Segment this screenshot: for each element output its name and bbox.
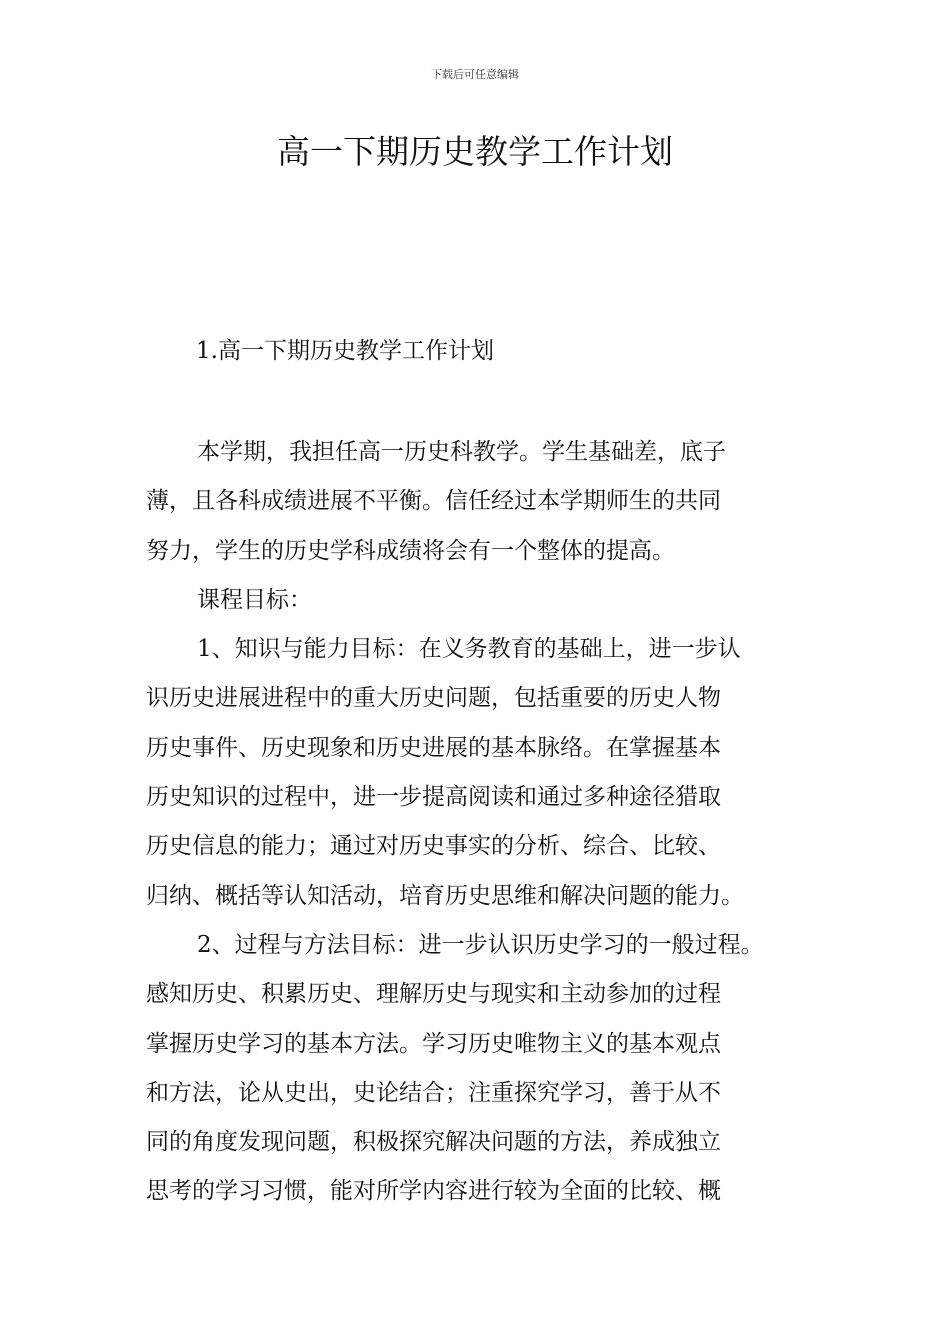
text-line: 思考的学习习惯，能对所学内容进行较为全面的比较、概 [146, 1178, 721, 1205]
document-title: 高一下期历史教学工作计划 [277, 132, 673, 171]
text-line: 掌握历史学习的基本方法。学习历史唯物主义的基本观点 [146, 1030, 721, 1057]
document-body [146, 428, 821, 1217]
text-line: 归纳、概括等认知活动，培育历史思维和解决问题的能力。 [146, 882, 744, 909]
text-line: 识历史进展进程中的重大历史问题，包括重要的历史人物 [146, 685, 721, 712]
text-line: 感知历史、积累历史、理解历史与现实和主动参加的过程 [146, 981, 721, 1008]
text-line: 同的角度发现问题，积极探究解决问题的方法，养成独立 [146, 1129, 721, 1156]
text-line: 历史事件、历史现象和历史进展的基本脉络。在掌握基本 [146, 734, 721, 761]
paragraph-goal-2 [146, 921, 821, 1217]
text-line: 历史知识的过程中，进一步提高阅读和通过多种途径猎取 [146, 784, 721, 811]
text-line: 薄，且各科成绩进展不平衡。信任经过本学期师生的共同 [146, 488, 721, 515]
text-line: 和方法，论从史出，史论结合；注重探究学习，善于从不 [146, 1079, 721, 1106]
text-line: 2、过程与方法目标：进一步认识历史学习的一般过程。 [197, 931, 764, 958]
section-heading: 1.高一下期历史教学工作计划 [196, 338, 494, 364]
text-line: 努力，学生的历史学科成绩将会有一个整体的提高。 [146, 537, 675, 564]
header-note: 下载后可任意编辑 [431, 68, 519, 81]
paragraph-course-goals-label [146, 576, 821, 625]
text-line: 1、知识与能力目标：在义务教育的基础上，进一步认 [197, 636, 741, 663]
text-line: 课程目标： [197, 586, 312, 613]
paragraph-goal-1 [146, 625, 821, 921]
paragraph-intro [146, 428, 821, 576]
text-line: 本学期，我担任高一历史科教学。学生基础差，底子 [197, 439, 726, 465]
text-line: 历史信息的能力；通过对历史事实的分析、综合、比较、 [146, 833, 721, 860]
